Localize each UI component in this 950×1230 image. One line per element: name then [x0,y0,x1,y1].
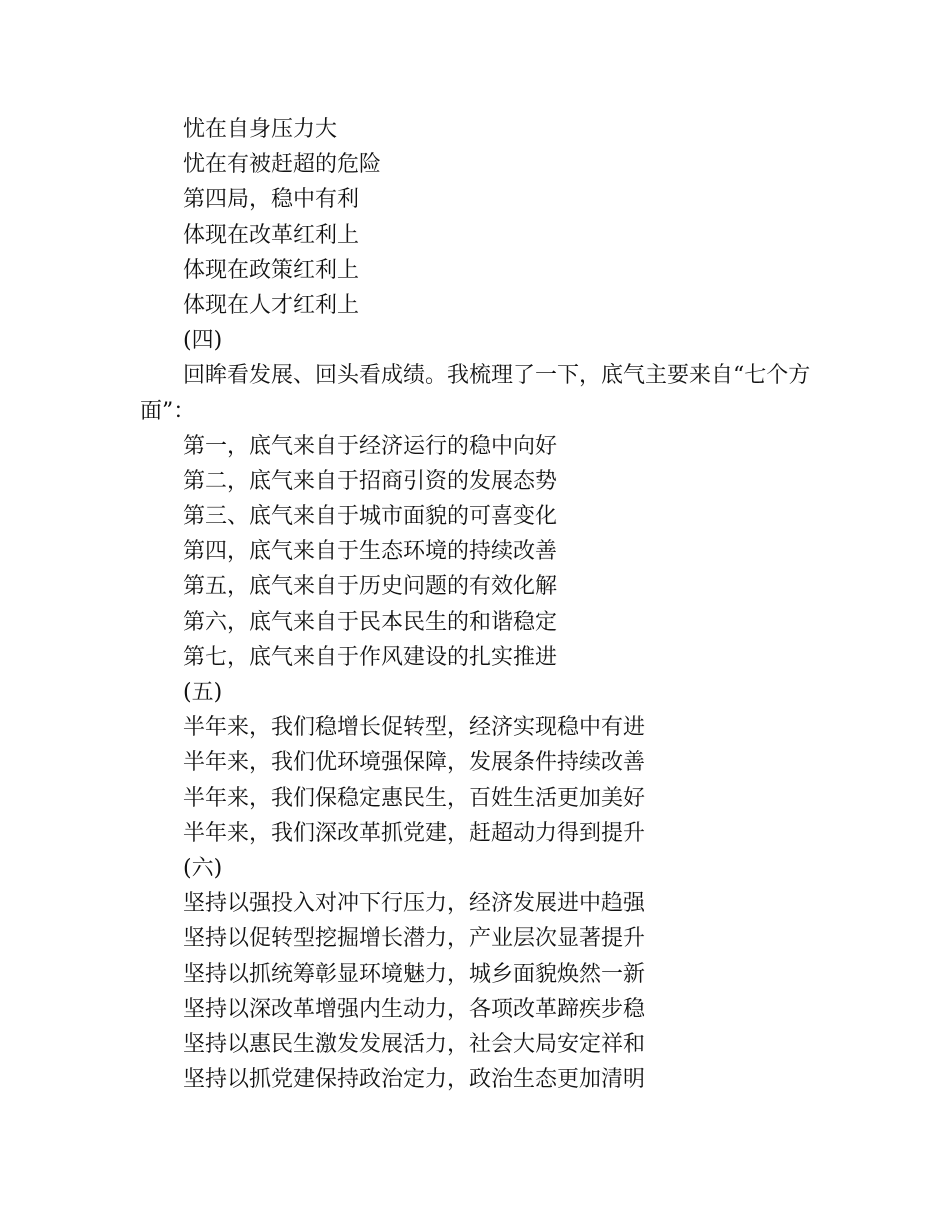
section-heading: (六) [183,855,223,881]
text-line: 坚持以惠民生激发发展活力，社会大局安定祥和 [183,1031,646,1057]
section-heading: (四) [183,328,223,354]
text-line: 体现在人才红利上 [183,292,360,318]
document-body [140,112,830,1097]
text-line: 体现在政策红利上 [183,257,360,283]
text-line: 第七，底气来自于作风建设的扎实推进 [183,644,558,670]
paragraph: 回眸看发展、回头看成绩。我梳理了一下，底气主要来自“七个方面”： [140,363,811,424]
text-line: 半年来，我们深改革抓党建，赶超动力得到提升 [183,820,646,846]
text-line: 第四局，稳中有利 [183,187,360,213]
text-line: 坚持以抓党建保持政治定力，政治生态更加清明 [183,1067,646,1093]
text-line: 第四，底气来自于生态环境的持续改善 [183,539,558,565]
text-line: 坚持以深改革增强内生动力，各项改革蹄疾步稳 [183,996,646,1022]
text-line: 坚持以抓统筹彰显环境魅力，城乡面貌焕然一新 [183,961,646,987]
text-line: 半年来，我们优环境强保障，发展条件持续改善 [183,750,646,776]
text-line: 忧在有被赶超的危险 [183,152,382,178]
text-line: 体现在改革红利上 [183,222,360,248]
text-line: 第一，底气来自于经济运行的稳中向好 [183,433,558,459]
text-line: 坚持以促转型挖掘增长潜力，产业层次显著提升 [183,926,646,952]
text-line: 忧在自身压力大 [183,117,338,142]
text-line: 第六，底气来自于民本民生的和谐稳定 [183,609,558,635]
text-line: 坚持以强投入对冲下行压力，经济发展进中趋强 [183,891,646,917]
section-heading: (五) [183,680,223,706]
text-line: 半年来，我们稳增长促转型，经济实现稳中有进 [183,715,646,741]
text-line: 第二，底气来自于招商引资的发展态势 [183,468,558,494]
text-line: 第五，底气来自于历史问题的有效化解 [183,574,558,600]
text-line: 半年来，我们保稳定惠民生，百姓生活更加美好 [183,785,646,811]
text-line: 第三、底气来自于城市面貌的可喜变化 [183,504,558,530]
